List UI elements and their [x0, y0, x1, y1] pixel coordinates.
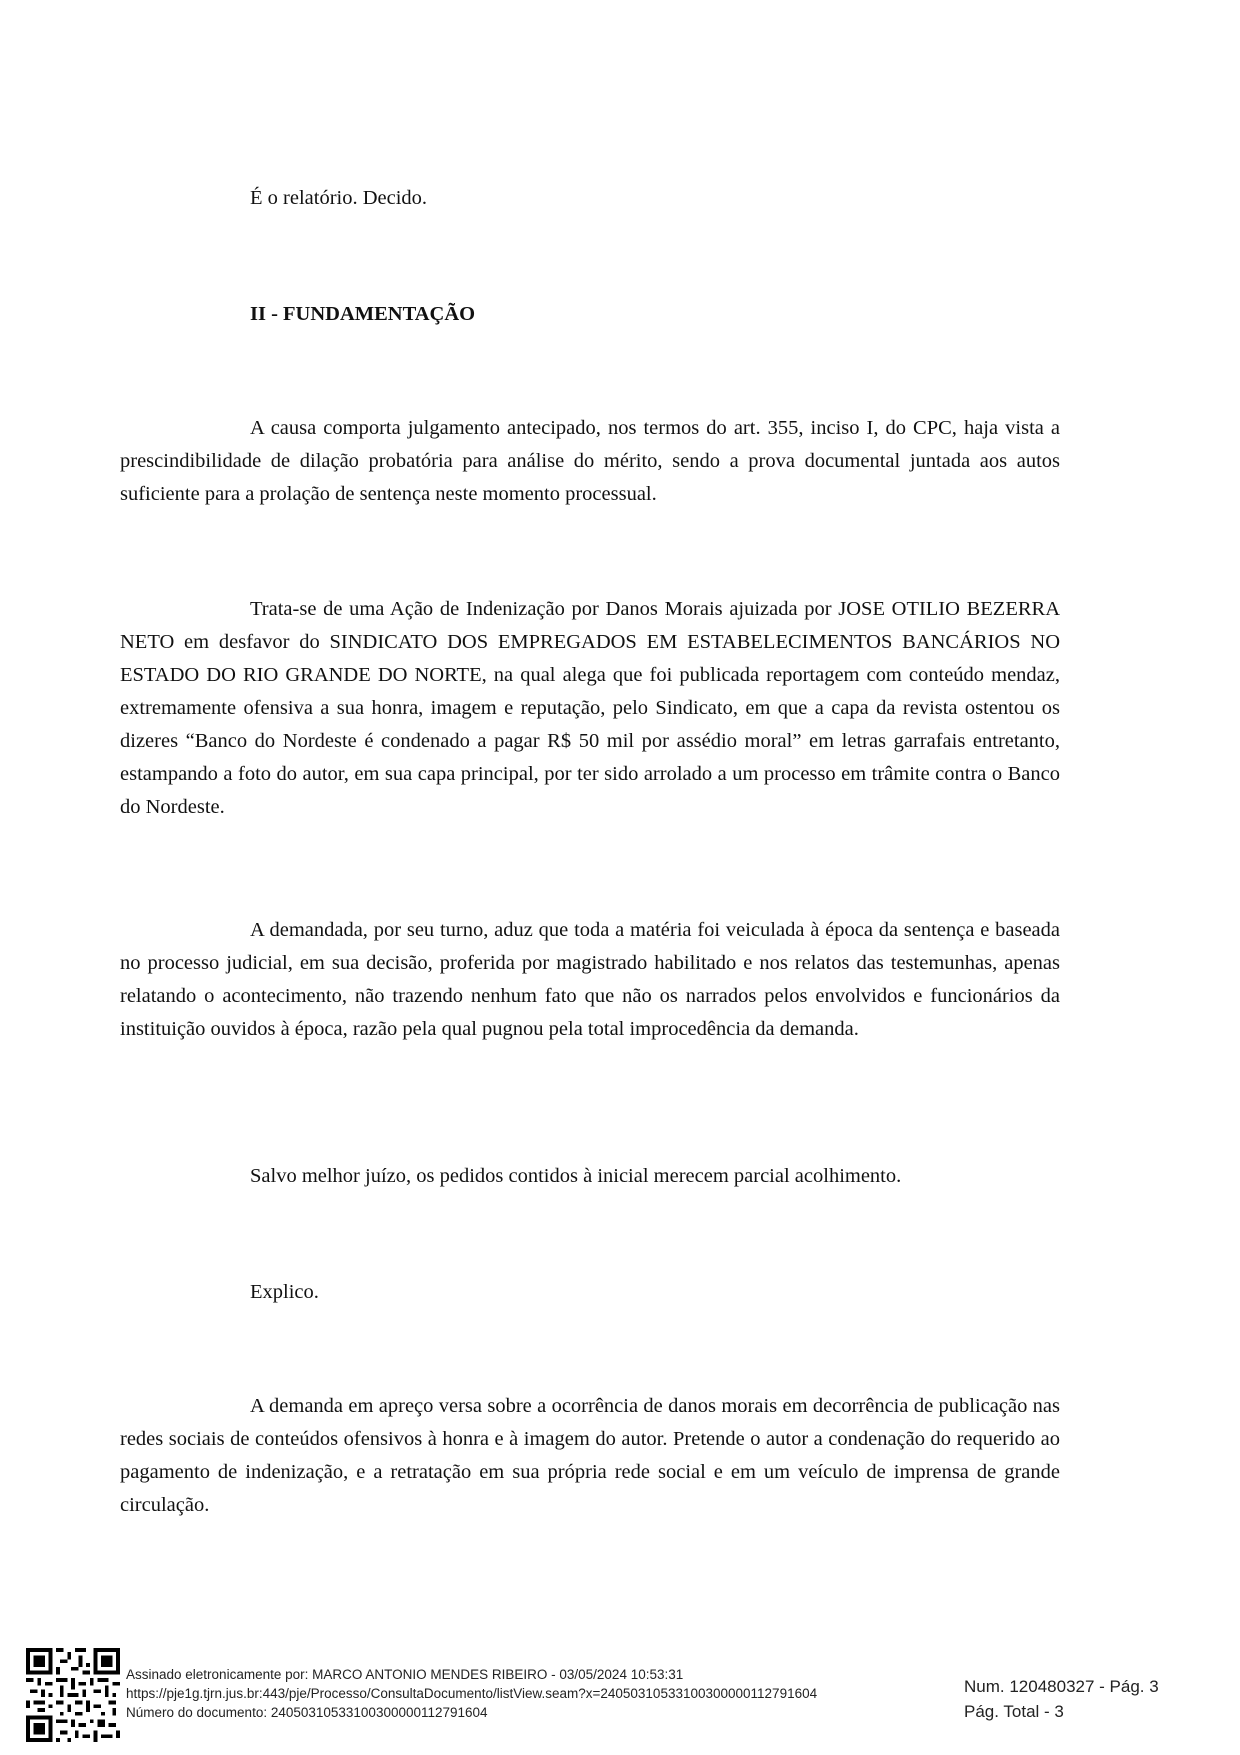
section-heading: II - FUNDAMENTAÇÃO [250, 303, 476, 325]
paragraph-case-summary: Trata-se de uma Ação de Indenização por Danos Morais ajuizada por JOSE OTILIO BEZERRA NETO em desfavor do SINDICATO DOS EMPREGADOS EM ESTABELECIMENTOS BANCÁRIOS NO ESTADO DO RIO GRANDE DO NORTE, na qual alega que foi publicada reportagem com conteúdo mendaz, extremamente ofensiva a sua honra, imagem e reputação, pelo Sindicato, em que a capa da revista ostentou os dizeres “Banco do Nordeste é condenado a pagar R$ 50 mil por assédio moral” em letras garrafais entretanto, estampando a foto do autor, em sua capa principal, por ter sido arrolado a um processo em trâmite contra o Banco do Nordeste. [120, 598, 1060, 818]
qr-code-icon [26, 1648, 120, 1742]
total-pages: Pág. Total - 3 [964, 1702, 1064, 1721]
page-number: Num. 120480327 - Pág. 3 [964, 1677, 1159, 1696]
paragraph-judgment: A causa comporta julgamento antecipado, nos termos do art. 355, inciso I, do CPC, haja vista a prescindibilidade de dilação probatória para análise do mérito, sendo a prova documental juntada aos autos suficiente para a prolação de sentença neste momento processual. [120, 417, 1060, 505]
paragraph-opinion: Salvo melhor juízo, os pedidos contidos à inicial merecem parcial acolhimento. [250, 1165, 902, 1187]
paragraph-defense: A demandada, por seu turno, aduz que toda a matéria foi veiculada à época da sentença e baseada no processo judicial, em sua decisão, proferida por magistrado habilitado e nos relatos das testemunhas, apenas relatando o acontecimento, não trazendo nenhum fato que não os narrados pelos envolvidos e funcionários da instituição ouvidos à época, razão pela qual pugnou pela total improcedência da demanda. [120, 919, 1060, 1040]
paragraph-claim: A demanda em apreço versa sobre a ocorrência de danos morais em decorrência de publicação nas redes sociais de conteúdos ofensivos à honra e à imagem do autor. Pretende o autor a condenação do requerido ao pagamento de indenização, e a retratação em sua própria rede social e em um veículo de imprensa de grande circulação. [120, 1395, 1060, 1516]
paragraph-report: É o relatório. Decido. [250, 187, 428, 209]
paragraph-explain: Explico. [250, 1281, 319, 1303]
document-url[interactable]: https://pje1g.tjrn.jus.br:443/pje/Processo/ConsultaDocumento/listView.seam?x=24050310533100300000112791604 [126, 1686, 818, 1701]
signature-line: Assinado eletronicamente por: MARCO ANTONIO MENDES RIBEIRO - 03/05/2024 10:53:31 [126, 1667, 684, 1682]
document-number: Número do documento: 24050310533100300000112791604 [126, 1705, 488, 1720]
